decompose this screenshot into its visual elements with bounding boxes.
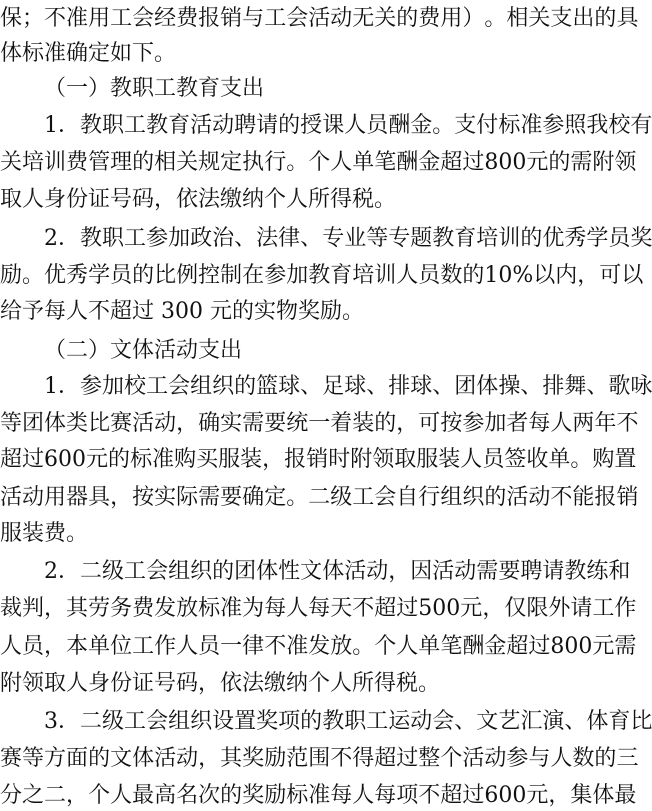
text-line: 保 ； 不 准 用 工 会 经 费 报 销 与 工 会 活 动 无 关 的 费 用 ） 。 相 关 支 出 的 具 (0, 6, 639, 31)
text-line: 2 ． 二 级 工 会 组 织 的 团 体 性 文 体 活 动 ， 因 活 动 需 要 聘 请 教 练 和 (44, 559, 631, 584)
text-line: 人 员 ， 本 单 位 工 作 人 员 一 律 不 准 发 放 。 个 人 单 笔 酬 金 超 过 800 元 需 (0, 634, 637, 659)
text-line: 超 过 600 元 的 标 准 购 买 服 装 ， 报 销 时 附 领 取 服 装 人 员 签 收 单 。 购 置 (0, 447, 637, 472)
text-line: 服装费。 (0, 521, 89, 546)
text-line: 赛 等 方 面 的 文 体 活 动 ， 其 奖 励 范 围 不 得 超 过 整 个 活 动 参 与 人 数 的 三 (0, 746, 639, 771)
text-line: 给予每人不超过 300 元的实物奖励。 (0, 299, 364, 324)
text-line: 1 ． 参 加 校 工 会 组 织 的 篮 球 、 足 球 、 排 球 、 团 体 操 、 排 舞 、 歌 咏 (44, 374, 652, 399)
text-line: 活 动 用 器 具 ， 按 实 际 需 要 确 定 。 二 级 工 会 自 行 组 织 的 活 动 不 能 报 销 (0, 485, 639, 510)
text-line: 体标准确定如下。 (0, 41, 177, 66)
text-line: 励 。 优 秀 学 员 的 比 例 控 制 在 参 加 教 育 培 训 人 员 数 的 10% 以 内 ， 可 以 (0, 263, 644, 288)
text-line: 取人身份证号码，依法缴纳个人所得税。 (0, 187, 397, 212)
text-line: 1 ． 教 职 工 教 育 活 动 聘 请 的 授 课 人 员 酬 金 。 支 付 标 准 参 照 我 校 有 (44, 113, 652, 138)
text-line: 分 之 二 ， 个 人 最 高 名 次 的 奖 励 标 准 每 人 每 项 不 超 过 600 元 ， 集 体 最 (0, 783, 637, 808)
text-line: 等 团 体 类 比 赛 活 动 ， 确 实 需 要 统 一 着 装 的 ， 可 按 参 加 者 每 人 两 年 不 (0, 411, 639, 436)
section-heading: （一）教职工教育支出 (44, 76, 265, 101)
text-line: 2 ． 教 职 工 参 加 政 治 、 法 律 、 专 业 等 专 题 教 育 培 训 的 优 秀 学 员 奖 (44, 226, 652, 251)
text-line: 裁 判 ， 其 劳 务 费 发 放 标 准 为 每 人 每 天 不 超 过 500 元 ， 仅 限 外 请 工 作 (0, 596, 637, 621)
text-line: 附领取人身份证号码，依法缴纳个人所得税。 (0, 671, 441, 696)
section-heading: （二）文体活动支出 (44, 338, 243, 363)
text-line: 关 培 训 费 管 理 的 相 关 规 定 执 行 。 个 人 单 笔 酬 金 超 过 800 元 的 需 附 领 (0, 150, 637, 175)
text-line: 3 ． 二 级 工 会 组 织 设 置 奖 项 的 教 职 工 运 动 会 、 文 艺 汇 演 、 体 育 比 (44, 709, 652, 734)
